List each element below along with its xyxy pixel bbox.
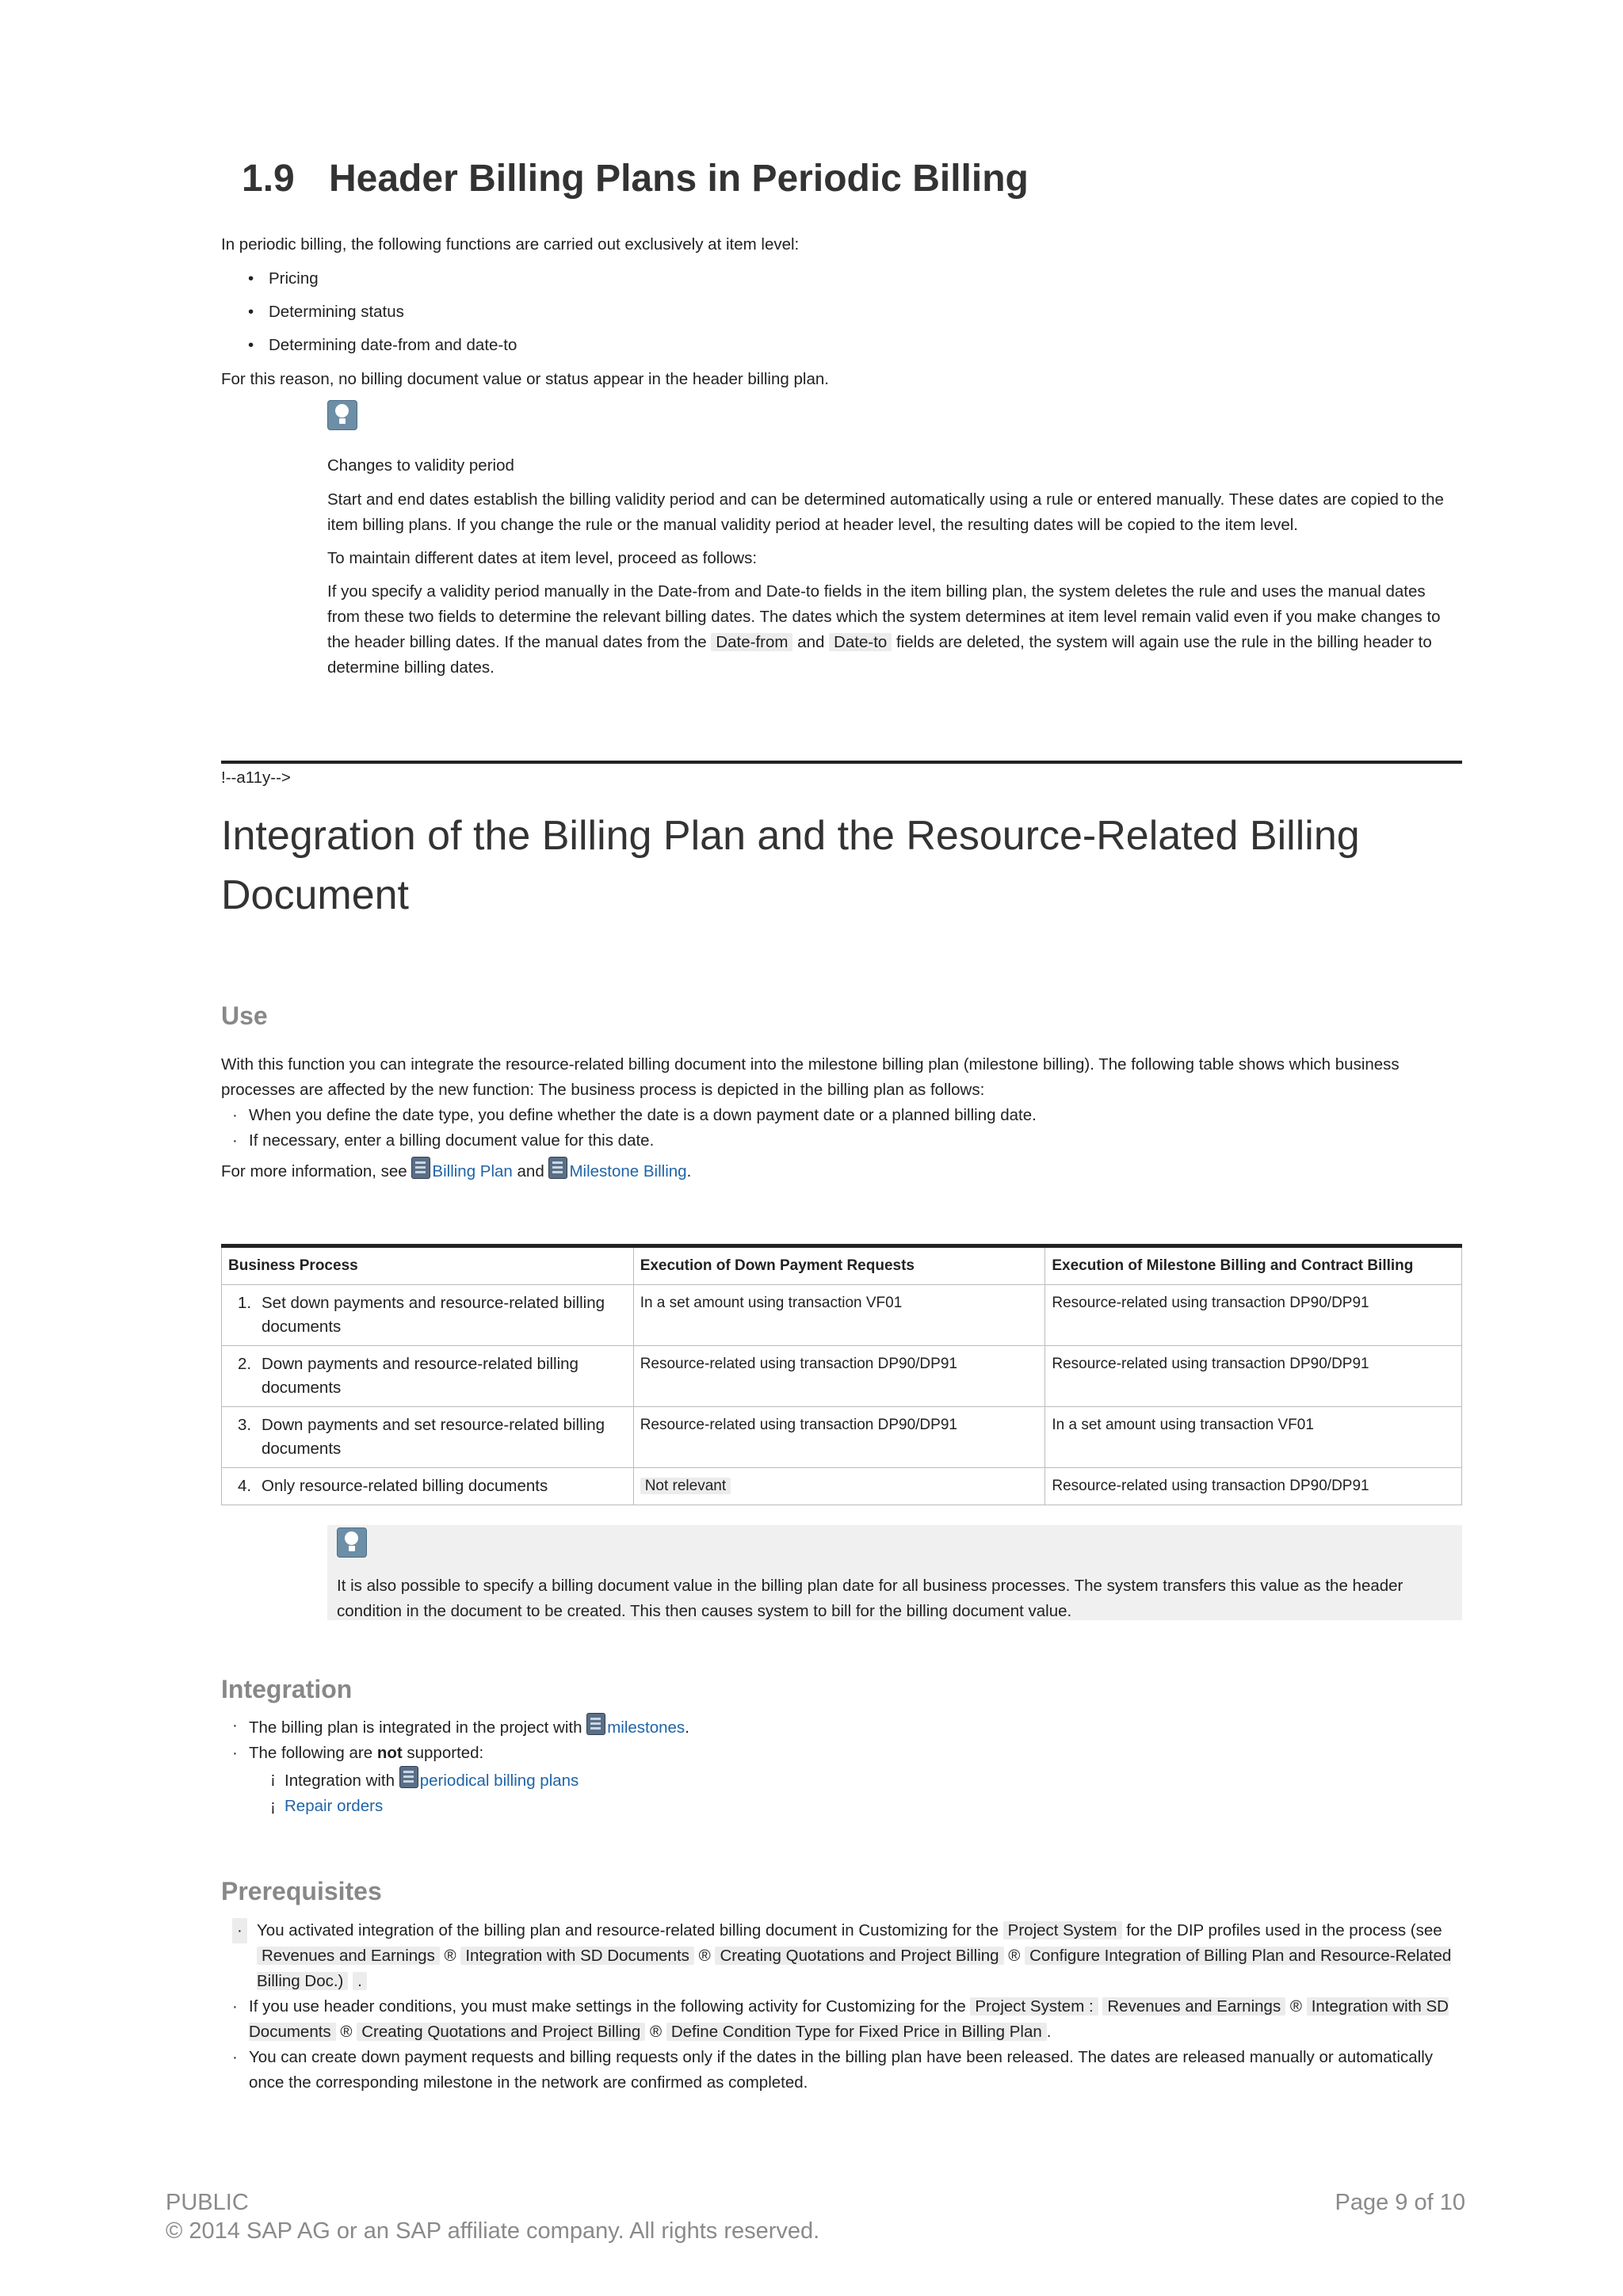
milestone-cell: In a set amount using transaction VF01 <box>1045 1407 1462 1468</box>
divider <box>221 761 1462 764</box>
prerequisites-list <box>221 1918 1462 2096</box>
list-item: • Determining date-from and date-to <box>221 329 1462 362</box>
table-row <box>222 1407 1462 1468</box>
use-heading: Use <box>221 1001 268 1030</box>
prerequisites-section <box>221 1875 1462 2096</box>
intro-text: In periodic billing, the following functions are carried out exclusively at item level: <box>221 235 800 254</box>
table-header-row <box>222 1246 1462 1285</box>
bullet-marker: · · <box>232 1918 247 1943</box>
billing-plan-link[interactable]: Billing Plan <box>432 1162 513 1180</box>
down-payment-cell: Not relevant <box>633 1468 1045 1505</box>
table-row <box>222 1346 1462 1407</box>
list-item: · The following are not supported: <box>221 1741 1462 1766</box>
list-item: · If necessary, enter a billing document value for this date. <box>221 1128 1462 1154</box>
a11y-marker: !--a11y--> <box>221 769 291 787</box>
document-icon <box>548 1157 567 1179</box>
use-section <box>221 1000 1462 1184</box>
down-payment-cell: Resource-related using transaction DP90/DP91 <box>633 1346 1045 1407</box>
business-process-table <box>221 1244 1462 1505</box>
list-item: ¡ Integration with periodical billing plans <box>221 1766 1462 1794</box>
section-number: 1.9 <box>242 158 295 200</box>
reason-text: For this reason, no billing document value or status appear in the header billing plan. <box>221 370 829 388</box>
table-row <box>222 1468 1462 1505</box>
list-item: • Pricing <box>221 262 1462 296</box>
column-header: Business Process <box>222 1246 634 1285</box>
list-item: · · You activated integration of the billing plan and resource-related billing document in Customizing for the Project System for the DIP profiles used in the process (see Revenues and Earnings ® Integration with SD Documents ® Creating Quotations and Project Billing ® Configure Integration of Billing Plan and Resource-Related Billing Doc.) . <box>221 1918 1462 1994</box>
list-item: · The billing plan is integrated in the project with milestones. <box>221 1713 1462 1741</box>
use-paragraph: With this function you can integrate the resource-related billing document into the milestone billing plan (milestone billing). The following table shows which business processes are affected by the new function: The business process is depicted in the billing plan as follows: <box>221 1055 1400 1099</box>
date-to-field: Date-to <box>829 633 892 651</box>
note-block <box>327 400 1462 681</box>
document-icon <box>399 1766 418 1788</box>
process-cell: 3. Down payments and set resource-related billing documents <box>222 1407 634 1468</box>
tip-text: It is also possible to specify a billing document value in the billing plan date for all business processes. The system transfers this value as the header condition in the document to be created. This then causes system to bill for the billing document value. <box>337 1577 1403 1620</box>
milestones-link[interactable]: milestones <box>607 1718 685 1737</box>
milestone-cell: Resource-related using transaction DP90/DP91 <box>1045 1285 1462 1346</box>
down-payment-cell: Resource-related using transaction DP90/DP91 <box>633 1407 1045 1468</box>
section-heading <box>242 155 1029 203</box>
not-supported-list <box>221 1766 1462 1819</box>
section-19-body <box>221 227 1462 397</box>
page-title: Integration of the Billing Plan and the Resource-Related Billing Document <box>221 813 1360 918</box>
repair-orders-link[interactable]: Repair orders <box>285 1797 384 1815</box>
lightbulb-icon <box>327 400 357 430</box>
note-paragraph: To maintain different dates at item level, proceed as follows: <box>327 549 758 567</box>
lightbulb-icon <box>337 1527 367 1558</box>
use-list <box>221 1103 1462 1154</box>
milestone-cell: Resource-related using transaction DP90/DP91 <box>1045 1468 1462 1505</box>
periodical-billing-plans-link[interactable]: periodical billing plans <box>419 1772 579 1790</box>
note-title: Changes to validity period <box>327 456 514 475</box>
column-header: Execution of Milestone Billing and Contract Billing <box>1045 1246 1462 1285</box>
document-icon <box>411 1157 430 1179</box>
table-row <box>222 1285 1462 1346</box>
process-cell: 4. Only resource-related billing documents <box>222 1468 634 1505</box>
page-number: Page 9 of 10 <box>1335 2190 1465 2215</box>
column-header: Execution of Down Payment Requests <box>633 1246 1045 1285</box>
footer <box>166 2188 1465 2245</box>
list-item: · When you define the date type, you define whether the date is a down payment date or a planned billing date. <box>221 1103 1462 1128</box>
date-from-field: Date-from <box>711 633 792 651</box>
milestone-billing-link[interactable]: Milestone Billing <box>569 1162 687 1180</box>
process-cell: 2. Down payments and resource-related billing documents <box>222 1346 634 1407</box>
milestone-cell: Resource-related using transaction DP90/DP91 <box>1045 1346 1462 1407</box>
integration-section <box>221 1673 1462 1819</box>
down-payment-cell: In a set amount using transaction VF01 <box>633 1285 1045 1346</box>
list-item: · You can create down payment requests and billing requests only if the dates in the billing plan have been released. The dates are released manually or automatically once the corresponding milestone in the network are confirmed as completed. <box>221 2045 1462 2096</box>
note-paragraph: If you specify a validity period manually in the Date-from and Date-to fields in the item billing plan, the system deletes the rule and uses the manual dates from these two fields to determine the relevant billing dates. The dates which the system determines at item level remain valid even if you make changes to the header billing dates. If the manual dates from the Date-from and Date-to fields are deleted, the system will again use the rule in the billing header to determine billing dates. <box>327 582 1441 677</box>
tip-content <box>337 1527 1446 1624</box>
integration-list <box>221 1713 1462 1766</box>
note-paragraph: Start and end dates establish the billing validity period and can be determined automatically using a rule or entered manually. These dates are copied to the item billing plans. If you change the rule or the manual validity period at header level, the resulting dates will be copied to the item level. <box>327 490 1444 534</box>
list-item: · If you use header conditions, you must make settings in the following activity for Customizing for the Project System : Revenues and Earnings ® Integration with SD Documents ® Creating Quotations and Project Billing ® Define Condition Type for Fixed Price in Billing Plan . <box>221 1994 1462 2045</box>
more-info: For more information, see Billing Plan and Milestone Billing. <box>221 1157 1462 1184</box>
section-title: Header Billing Plans in Periodic Billing <box>329 158 1029 200</box>
classification-label: PUBLIC <box>166 2190 249 2215</box>
prerequisites-heading: Prerequisites <box>221 1877 382 1905</box>
process-cell: 1. Set down payments and resource-related billing documents <box>222 1285 634 1346</box>
list-item <box>221 1794 1462 1819</box>
function-list <box>221 262 1462 362</box>
copyright-text: © 2014 SAP AG or an SAP affiliate company. All rights reserved. <box>166 2218 820 2244</box>
integration-heading: Integration <box>221 1675 353 1703</box>
document-icon <box>586 1713 605 1735</box>
list-item: • Determining status <box>221 296 1462 329</box>
